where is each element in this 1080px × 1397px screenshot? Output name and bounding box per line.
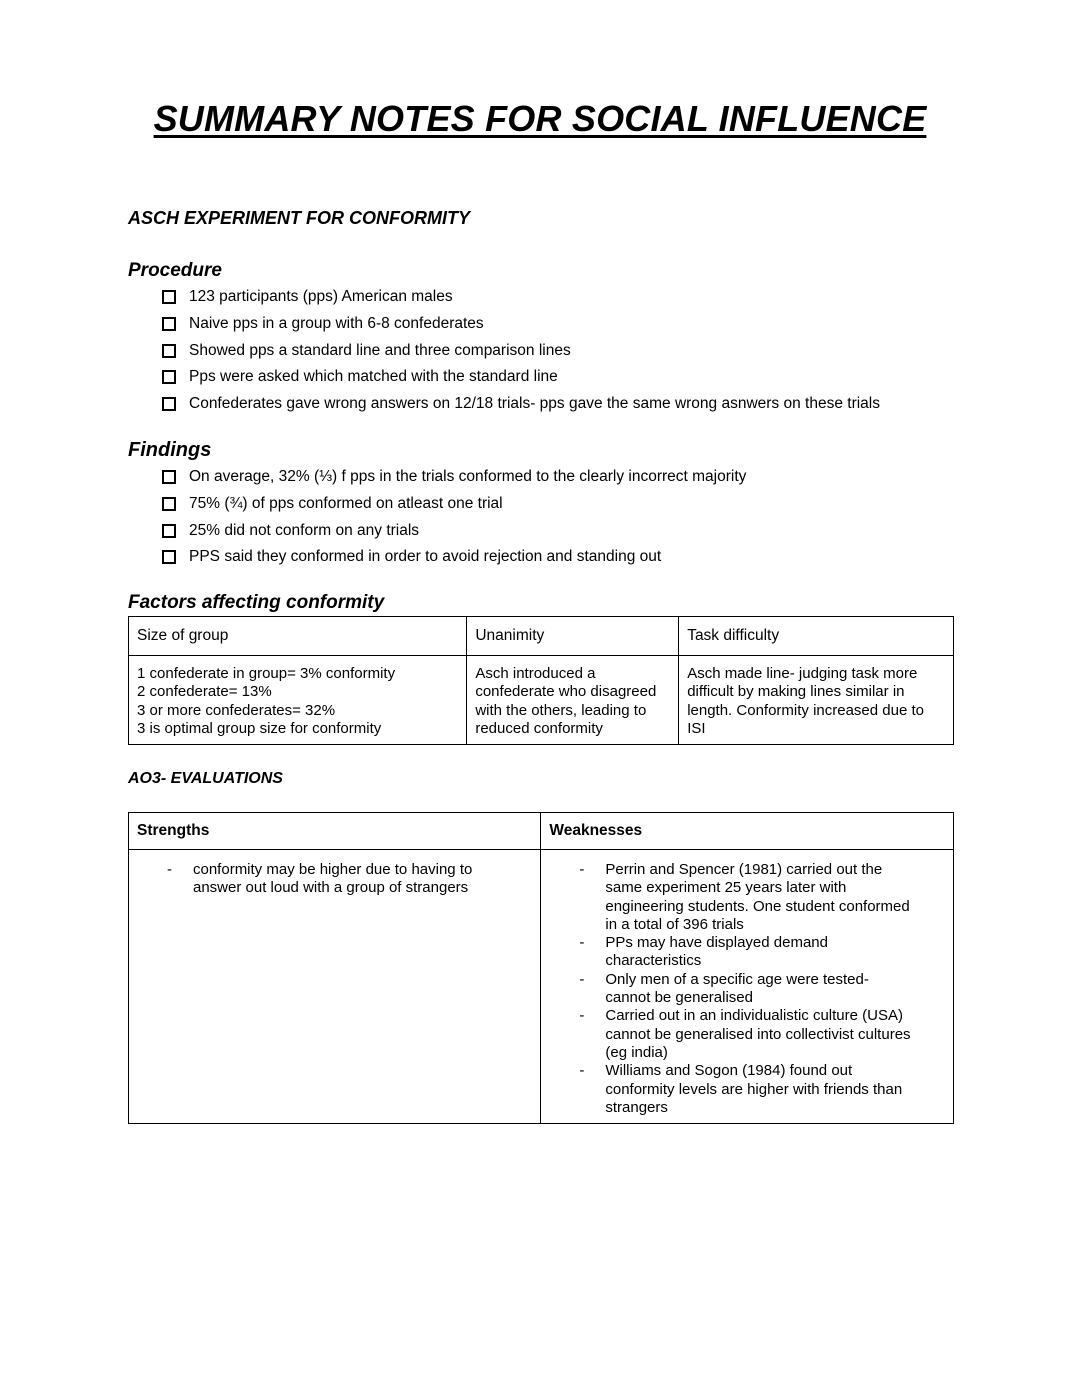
list-item [549,971,945,1008]
evaluations-table [128,812,954,1124]
bullet-line: strangers [605,1098,668,1116]
checkbox-icon[interactable] [162,344,176,358]
strengths-list [137,861,532,898]
list-item-text: 75% (¾) of pps conformed on atleast one trial [189,495,503,513]
bullet-line: cannot be generalised [605,989,753,1007]
checkbox-icon[interactable] [162,497,176,511]
bullet-line: PPs may have displayed demand [605,934,828,952]
list-item-text: Confederates gave wrong answers on 12/18 trials- pps gave the same wrong asnwers on these trials [189,395,880,413]
list-item [162,311,880,338]
cell-line: 1 confederate in group= 3% conformity [137,665,396,682]
column-header: Size of group [129,617,467,656]
cell-line: with the others, leading to [475,701,647,719]
table-cell [129,656,467,745]
list-item [162,517,746,544]
list-item [137,861,532,898]
table-header-row [129,617,954,656]
cell-line: 3 is optimal group size for conformity [137,719,382,737]
cell-line: confederate who disagreed [475,683,657,701]
list-item-text: Naive pps in a group with 6-8 confederates [189,315,484,333]
list-item [549,861,945,934]
list-item [162,337,880,364]
cell-line: reduced conformity [475,719,603,737]
checkbox-icon[interactable] [162,370,176,384]
table-row [129,850,954,1124]
list-item-text: 25% did not conform on any trials [189,521,420,539]
bullet-line: answer out loud with a group of strangers [193,879,469,897]
findings-heading: Findings [128,439,212,461]
cell-line: ISI [687,719,706,737]
checkbox-icon[interactable] [162,317,176,331]
list-item [162,284,880,311]
table-row [129,656,954,745]
bullet: - [167,861,172,878]
list-item [162,544,746,571]
list-item-text: Pps were asked which matched with the standard line [189,368,558,386]
column-header: Unanimity [467,617,679,656]
page-title: SUMMARY NOTES FOR SOCIAL INFLUENCE [153,98,927,139]
list-item-text: PPS said they conformed in order to avoid rejection and standing out [189,548,662,566]
weaknesses-list [549,861,945,1117]
bullet-line: Williams and Sogon (1984) found out [605,1062,853,1080]
weaknesses-cell [541,850,954,1124]
checkbox-icon[interactable] [162,470,176,484]
cell-line: difficult by making lines similar in [687,683,905,701]
list-item [162,464,746,491]
procedure-list [162,284,880,417]
cell-line: 3 or more confederates= 32% [137,701,336,719]
table-cell [679,656,954,745]
cell-line: 2 confederate= 13% [137,683,272,701]
evaluations-heading: AO3- EVALUATIONS [128,770,283,787]
cell-line: length. Conformity increased due to [687,701,924,719]
list-item [162,391,880,418]
list-item-text: 123 participants (pps) American males [189,288,453,306]
bullet-line: Carried out in an individualistic culture (USA) [605,1007,903,1025]
bullet-line: conformity may be higher due to having to [193,861,473,878]
table-header-row [129,813,954,850]
bullet-line: engineering students. One student conformed [605,897,910,915]
bullet: - [579,1062,585,1080]
checkbox-icon[interactable] [162,550,176,564]
bullet: - [579,1007,585,1025]
factors-table [128,616,954,745]
cell-line: Asch made line- judging task more [687,665,918,682]
column-header: Task difficulty [679,617,954,656]
bullet-line: conformity levels are higher with friends than [605,1080,903,1098]
bullet-line: Perrin and Spencer (1981) carried out the [605,861,883,878]
bullet: - [579,970,585,988]
cell-line: Asch introduced a [475,665,596,682]
bullet-line: cannot be generalised into collectivist cultures [605,1025,911,1043]
section-heading: ASCH EXPERIMENT FOR CONFORMITY [128,208,471,228]
list-item [162,491,746,518]
list-item-text: On average, 32% (⅓) f pps in the trials conformed to the clearly incorrect majority [189,468,747,486]
checkbox-icon[interactable] [162,397,176,411]
list-item [549,1062,945,1117]
column-header: Weaknesses [541,813,954,850]
list-item [162,364,880,391]
bullet: - [579,934,585,952]
bullet-line: same experiment 25 years later with [605,879,847,897]
checkbox-icon[interactable] [162,524,176,538]
findings-list [162,464,746,571]
bullet-line: characteristics [605,952,702,970]
bullet-line: (eg india) [605,1043,668,1061]
table-cell [467,656,679,745]
checkbox-icon[interactable] [162,290,176,304]
list-item [549,934,945,971]
column-header: Strengths [129,813,541,850]
list-item [549,1007,945,1062]
procedure-heading: Procedure [128,260,222,281]
factors-heading: Factors affecting conformity [128,592,385,613]
list-item-text: Showed pps a standard line and three comparison lines [189,341,571,359]
bullet-line: in a total of 396 trials [605,915,744,933]
bullet-line: Only men of a specific age were tested- [605,970,869,988]
bullet: - [579,861,585,878]
strengths-cell [129,850,541,1124]
